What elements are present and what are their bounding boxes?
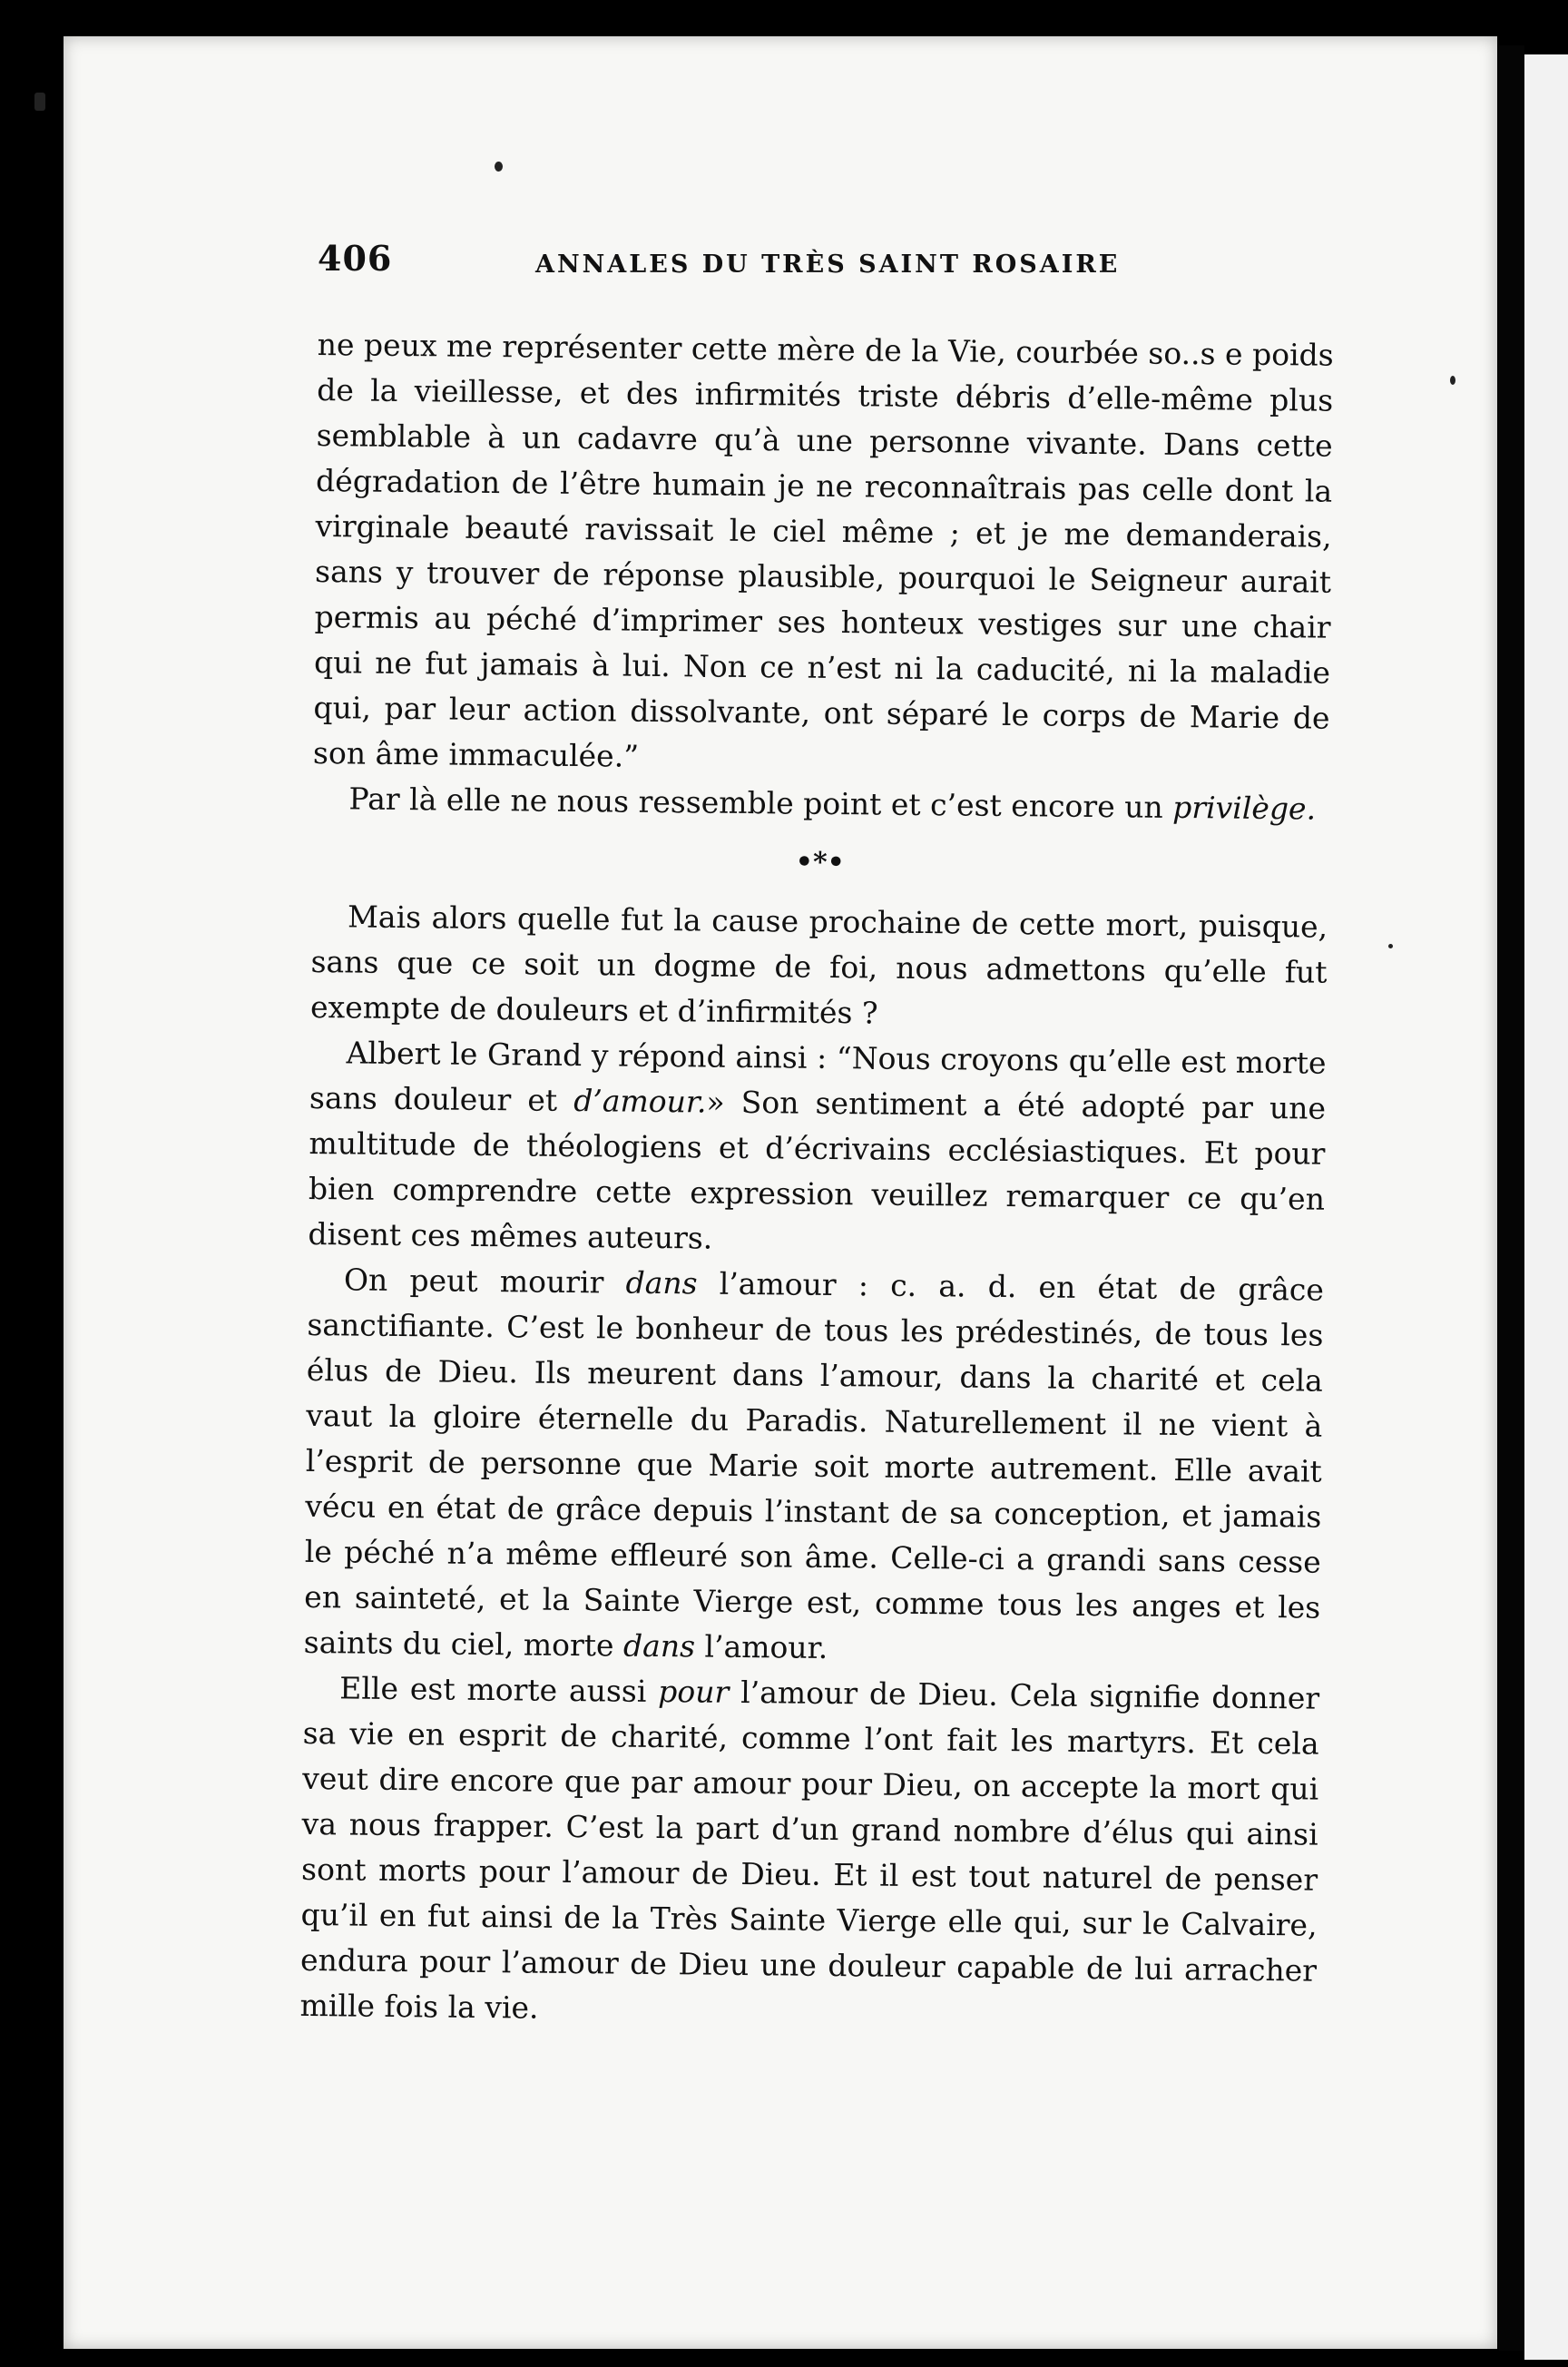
italic-text: privilège. bbox=[1172, 789, 1317, 827]
text-run: » Son sentiment a été adopté par une multitude de théologiens et d’écrivains ecclésiastiques. Et pour bien comprendre cette expression veuillez remarquer ce qu’en disent ces mêmes auteurs. bbox=[308, 1084, 1327, 1256]
adjacent-page-edge bbox=[1524, 54, 1568, 2360]
italic-text: d’amour. bbox=[573, 1083, 707, 1120]
running-title: ANNALES DU TRÈS SAINT ROSAIRE bbox=[535, 250, 1121, 279]
paragraph bbox=[313, 322, 1334, 787]
text-run: l’amour de Dieu. Cela signifie donner sa vie en esprit de charité, comme l’ont fait les martyrs. Et cela veut dire encore que par amour pour Dieu, on accepte la mort qui va nous frapper. C’est la part d’un grand nombre d’élus qui ainsi sont morts pour l’amour de Dieu. Et il est tout naturel de penser qu’il en fut ainsi de la Très Sainte Vierge elle qui, sur le Calvaire, endura pour l’amour de Dieu une douleur capable de lui arracher mille fois la vie. bbox=[299, 1674, 1320, 2026]
scan-speck bbox=[1388, 944, 1393, 948]
page-number: 406 bbox=[318, 238, 393, 279]
text-run: On peut mourir bbox=[343, 1262, 626, 1301]
scan-speck bbox=[495, 162, 503, 172]
paragraph bbox=[308, 1030, 1327, 1268]
text-run: Albert le Grand y répond ainsi : “Nous croyons qu’elle est morte sans douleur et bbox=[309, 1035, 1327, 1119]
paragraph bbox=[312, 776, 1328, 832]
page-header bbox=[318, 238, 1343, 292]
text-run: Elle est morte aussi bbox=[339, 1670, 659, 1710]
text-run: Par là elle ne nous ressemble point et c’est encore un bbox=[348, 781, 1173, 825]
page-gutter-shadow bbox=[1499, 45, 1524, 2351]
paragraph bbox=[304, 1257, 1325, 1676]
italic-text: pour bbox=[658, 1674, 730, 1710]
section-separator: •*• bbox=[795, 846, 845, 879]
scan-speck bbox=[1450, 376, 1455, 385]
text-run: l’amour : c. a. d. en état de grâce sanctifiante. C’est le bonheur de tous les prédestinés, de tous les élus de Dieu. Ils meurent dans l’amour, dans la charité et cela vaut la gloire éternelle du Paradis. Naturellement il ne vient à l’esprit de personne que Marie soit morte autrement. Elle avait vécu en état de grâce depuis l’instant de sa conception, et jamais le péché n’a même effleuré son âme. Celle-ci a grandi sans cesse en sainteté, et la Sainte Vierge est, comme tous les anges et les saints du ciel, morte bbox=[303, 1265, 1325, 1664]
scan-speck bbox=[34, 93, 45, 111]
text-run: Mais alors quelle fut la cause prochaine de cette mort, puisque, sans que ce soit un dogme de foi, nous admettons qu’elle fut exempte de douleurs et d’infirmités ? bbox=[309, 899, 1328, 1031]
italic-text: dans bbox=[622, 1627, 696, 1665]
text-run: ne peux me représenter cette mère de la Vie, courbée so..s e poids de la vieillesse, et des infirmités triste débris d’elle-même plus semblable à un cadavre qu’à une personne vivante. Dans cette dégradation de l’être humain je ne reconnaîtrais pas celle dont la virginale beauté ravissait le ciel même ; et je me demanderais, sans y trouver de réponse plausible, pourquoi le Seigneur aurait permis au péché d’imprimer ses honteux vestiges sur une chair qui ne fut jamais à lui. Non ce n’est ni la caducité, ni la maladie qui, par leur action dissolvante, ont séparé le corps de Marie de son âme immaculée.” bbox=[312, 326, 1334, 774]
body-text bbox=[299, 322, 1334, 2039]
text-run: l’amour. bbox=[694, 1628, 828, 1665]
paragraph bbox=[310, 894, 1328, 1041]
paragraph bbox=[299, 1665, 1319, 2039]
italic-text: dans bbox=[625, 1264, 698, 1301]
